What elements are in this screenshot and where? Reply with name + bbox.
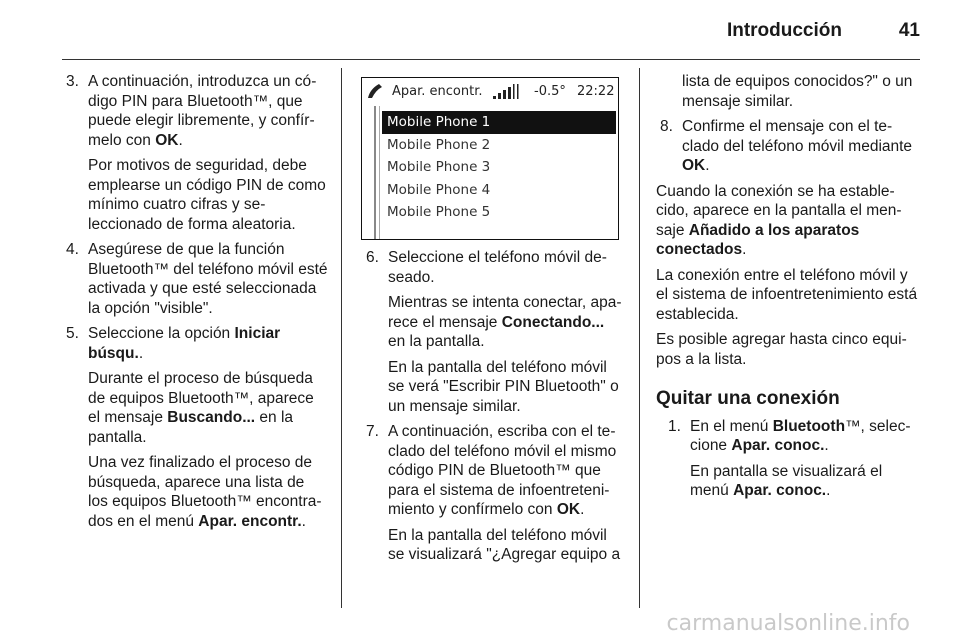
column-1 [66,72,328,537]
step-3 [66,72,328,234]
step-number: 5. [66,325,79,342]
step-4 [66,240,328,318]
step-text: A continuación, escriba con el teclado del teléfono móvil el mismo código PIN de Bluetooth™ que para el sistema de infoentretenimiento y confírmelo con OK. [388,423,617,518]
screen-decor-line [379,106,380,239]
ok-label: OK [155,131,179,149]
bluetooth-label: Bluetooth [772,417,846,435]
device-list-item[interactable]: Mobile Phone 4 [387,181,491,198]
column-2 [366,248,622,571]
step-5 [66,324,328,531]
step-7-continued [656,72,922,111]
found-devices-label: Apar. encontr. [198,512,302,530]
device-list-item[interactable]: Mobile Phone 5 [387,204,491,220]
start-search-label: Iniciar búsqu. [88,325,281,362]
step-note: lista de equipos conocidos?" o un mensaje similar. [682,73,913,110]
step-6 [366,248,622,416]
display-screenshot [361,77,619,240]
step-note: En la pantalla del teléfono móvil se visualizará "¿Agregar equipo a [388,526,621,563]
phone-handset-icon [366,81,388,105]
step-number: 7. [366,423,379,440]
step-number: 4. [66,241,79,258]
step-note: Una vez finalizado el proceso de búsqueda, aparece una lista de los equipos Bluetooth™ encontrados en el menú Apar. encontr.. [88,454,322,530]
section-heading: Quitar una conexión [656,388,840,409]
step-text: Seleccione la opción Iniciar búsqu.. [88,325,281,362]
header-rule [62,59,920,60]
paragraph: La conexión entre el teléfono móvil y el sistema de infoentretenimiento está establecida. [656,266,918,323]
step-number: 3. [66,73,79,90]
device-list-item[interactable]: Mobile Phone 1 [382,111,616,134]
step-text: A continuación, introduzca un código PIN para Bluetooth™, que puede elegir libremente, y confírmelo con OK. [88,73,317,149]
step-number: 8. [660,118,673,135]
step-text: Seleccione el teléfono móvil deseado. [388,249,607,286]
page-number: 41 [898,20,920,41]
paragraph: Es posible agregar hasta cinco equipos a la lista. [656,331,907,368]
signal-strength-icon [492,84,520,104]
step-text: En el menú Bluetooth™, seleccione Apar. conoc.. [690,417,911,454]
known-devices-label: Apar. conoc. [733,482,827,499]
screen-status-bar [362,78,618,106]
watermark: carmanualsonline.info [666,611,910,636]
step-note: En pantalla se visualizará el menú Apar. conoc.. [690,462,883,499]
step-note: Mientras se intenta conectar, aparece el mensaje Conectando... en la pantalla. [388,294,622,350]
connecting-label: Conectando... [501,313,605,331]
column-3 [656,72,922,507]
paragraph: Cuando la conexión se ha establecido, aparece en la pantalla el mensaje Añadido a los aparatos conectados. [656,182,902,258]
screen-title: Apar. encontr. [392,84,483,99]
known-devices-label: Apar. conoc. [731,437,825,454]
page-header [0,0,960,62]
page-title: Introducción [726,20,842,41]
step-1 [668,417,922,501]
searching-label: Buscando... [167,409,256,426]
step-number: 1. [668,417,681,435]
step-text: Asegúrese de que la función Bluetooth™ del teléfono móvil esté activada y que esté seleccionada la opción "visible". [88,241,328,317]
device-list-item[interactable]: Mobile Phone 2 [387,136,491,153]
device-list [382,111,616,224]
column-divider-left [341,68,342,608]
step-text: Confirme el mensaje con el teclado del teléfono móvil mediante OK. [682,118,913,174]
step-number: 6. [366,249,379,266]
step-7 [366,422,622,565]
step-note: En la pantalla del teléfono móvil se verá "Escribir PIN Bluetooth" o un mensaje similar. [388,358,619,415]
ok-label: OK [682,157,706,174]
step-note: Por motivos de seguridad, debe emplearse un código PIN de como mínimo cuatro cifras y seleccionado de forma aleatoria. [88,157,326,233]
added-label: Añadido a los aparatos conectados [656,221,860,258]
column-divider-right [639,68,640,608]
step-8 [660,117,922,176]
ok-label: OK [556,501,581,518]
clock-readout: 22:22 [577,84,615,99]
device-list-item[interactable]: Mobile Phone 3 [387,159,491,175]
temperature-readout: -0.5° [534,84,566,99]
screen-decor-line [374,106,376,239]
step-note: Durante el proceso de búsqueda de equipos Bluetooth™, aparece el mensaje Buscando... en la pantalla. [88,370,314,446]
